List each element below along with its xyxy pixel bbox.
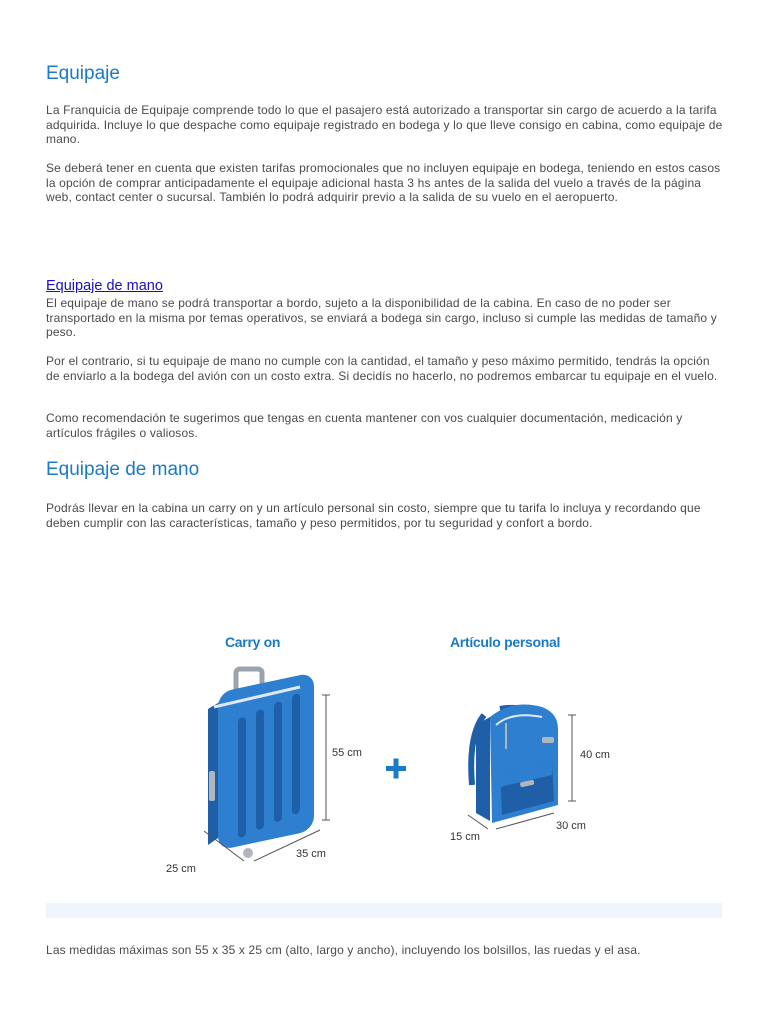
personal-item-label: Artículo personal: [450, 634, 561, 650]
equipaje-de-mano-link[interactable]: Equipaje de mano: [46, 278, 163, 294]
carry-on-label: Carry on: [225, 634, 281, 650]
separator-band: [46, 903, 722, 918]
carry-on-length-label: 35 cm: [296, 848, 326, 860]
paragraph: Por el contrario, si tu equipaje de mano no cumple con la cantidad, el tamaño y peso máximo permitido, tendrás la opción de enviarlo a la bodega del avión con un costo extra. Si decidís no hacerlo, no podremos embarcar tu equipaje en el vuelo.: [46, 354, 718, 383]
footer-note: Las medidas máximas son 55 x 35 x 25 cm (alto, largo y ancho), incluyendo los bolsillos, las ruedas y el asa.: [46, 943, 641, 957]
carry-on-width-label: 25 cm: [166, 863, 196, 875]
paragraph: Podrás llevar en la cabina un carry on y un artículo personal sin costo, siempre que tu tarifa lo incluya y recordando que deben cumplir con las características, tamaño y peso permitidos, por tu seguridad y confort a bordo.: [46, 501, 701, 530]
paragraph: La Franquicia de Equipaje comprende todo lo que el pasajero está autorizado a transportar sin cargo de acuerdo a la tarifa adquirida. Incluye lo que despache como equipaje registrado en bodega y lo que lleve consigo en cabina, como equipaje de mano.: [46, 103, 723, 147]
paragraph: Se deberá tener en cuenta que existen tarifas promocionales que no incluyen equipaje en bodega, teniendo en estos casos la opción de comprar anticipadamente el equipaje adicional hasta 3 hs antes de la salida del vuelo a través de la página web, contact center o sucursal. También lo podrá adquirir previo a la salida de su vuelo en el aeropuerto.: [46, 161, 721, 205]
personal-item-height-label: 40 cm: [580, 749, 610, 761]
paragraph: Como recomendación te sugerimos que tengas en cuenta mantener con vos cualquier documentación, medicación y artículos frágiles o valiosos.: [46, 411, 683, 440]
carry-on-height-label: 55 cm: [332, 747, 362, 759]
luggage-illustration: [150, 625, 590, 885]
section-title-equipaje-de-mano: Equipaje de mano: [46, 459, 200, 480]
backpack-icon: [471, 705, 558, 823]
suitcase-icon: [208, 669, 314, 858]
luggage-dimensions-figure: [150, 625, 610, 885]
personal-item-width-label: 15 cm: [450, 831, 480, 843]
plus-icon: [386, 759, 406, 779]
section-title-equipaje: Equipaje: [46, 63, 120, 84]
paragraph: El equipaje de mano se podrá transportar a bordo, sujeto a la disponibilidad de la cabina. En caso de no poder ser transportado en la misma por temas operativos, se enviará a bodega sin cargo, incluso si cumple las medidas de tamaño y peso.: [46, 296, 717, 340]
personal-item-length-label: 30 cm: [556, 820, 586, 832]
